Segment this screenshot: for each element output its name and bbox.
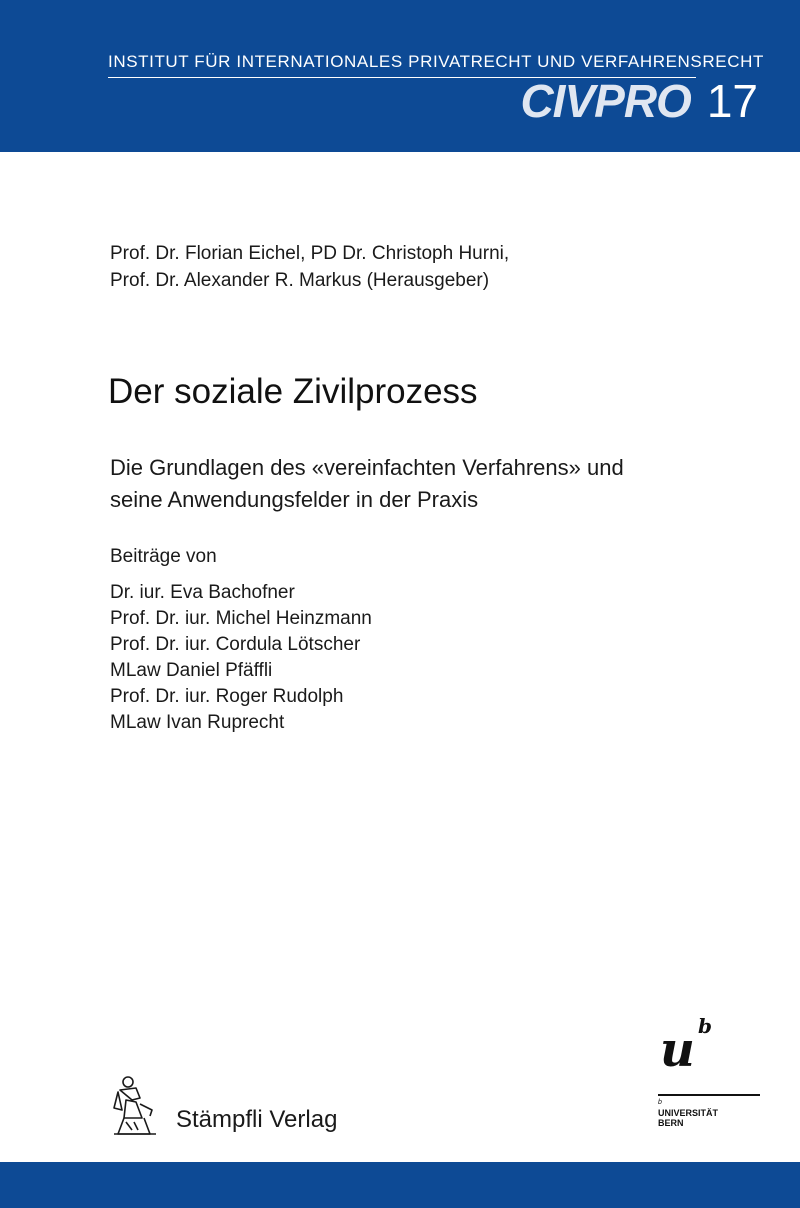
header-band (0, 0, 800, 152)
university-mark-u: u (660, 1022, 695, 1078)
institute-name: INSTITUT FÜR INTERNATIONALES PRIVATRECHT UND VERFAHRENSRECHT (108, 52, 764, 71)
series-name: CIVPRO (520, 75, 691, 127)
contributor: Prof. Dr. iur. Cordula Lötscher (110, 634, 361, 655)
university-small-b: b (658, 1099, 662, 1106)
series-label (520, 74, 758, 128)
university-name (658, 1098, 718, 1128)
subtitle-line-2: seine Anwendungsfelder in der Praxis (110, 487, 479, 512)
university-line-1: UNIVERSITÄT (658, 1108, 719, 1118)
contributor: Prof. Dr. iur. Michel Heinzmann (110, 608, 372, 629)
contributor-list (110, 580, 372, 736)
editors-line-2: Prof. Dr. Alexander R. Markus (Herausgeber) (110, 270, 490, 291)
university-line-2: BERN (658, 1118, 684, 1128)
publisher-name: Stämpfli Verlag (176, 1106, 338, 1133)
publisher (106, 1074, 337, 1138)
contributor: Dr. iur. Eva Bachofner (110, 582, 295, 603)
series-number: 17 (706, 75, 758, 127)
publisher-figure-logo-icon (106, 1074, 162, 1138)
contributor: Prof. Dr. iur. Roger Rudolph (110, 686, 344, 707)
subtitle-line-1: Die Grundlagen des «vereinfachten Verfahrens» und (110, 455, 624, 480)
editors (110, 240, 509, 294)
contributions-heading: Beiträge von (110, 546, 217, 567)
book-title: Der soziale Zivilprozess (108, 372, 478, 411)
footer-band (0, 1162, 800, 1208)
university-rule (658, 1094, 760, 1096)
contributor: MLaw Daniel Pfäffli (110, 660, 273, 681)
book-subtitle (110, 452, 624, 516)
contributor: MLaw Ivan Ruprecht (110, 712, 285, 733)
university-logo (658, 1014, 762, 1134)
editors-line-1: Prof. Dr. Florian Eichel, PD Dr. Christoph Hurni, (110, 243, 510, 264)
university-mark-b: b (698, 1014, 712, 1038)
